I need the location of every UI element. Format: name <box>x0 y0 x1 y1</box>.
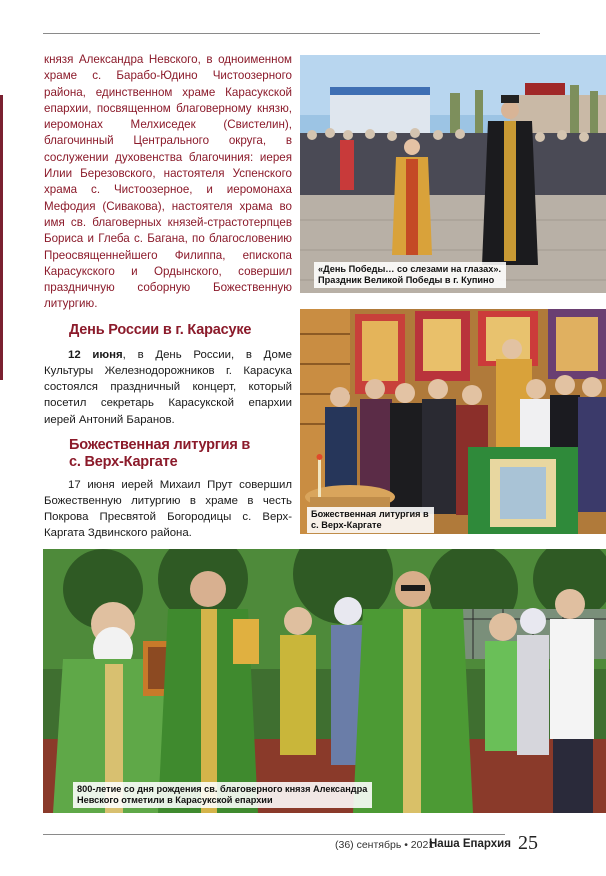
page-number: 25 <box>518 832 538 854</box>
article-text-column <box>44 52 292 542</box>
footer-issue: (36) сентябрь • 2021 <box>335 839 435 851</box>
nevsky-jubilee-image <box>43 549 606 813</box>
caption-victory-day-line2: Праздник Великой Победы в г. Купино <box>318 275 495 285</box>
section-paragraph-liturgy: 17 июня иерей Михаил Прут совершил Божественную литургию в храме в честь Покрова Пресвятой Богородицы с. Верх-Каргата Здвинского района. <box>44 478 292 540</box>
page-edge-strip <box>0 95 3 380</box>
caption-verkh-kargat-line2: с. Верх-Каргате <box>311 520 382 530</box>
photo-victory-day <box>300 55 606 293</box>
caption-verkh-kargat <box>307 507 434 533</box>
photo-verkh-kargat <box>300 309 606 534</box>
section-paragraph-russia-day <box>44 347 292 428</box>
russia-day-text: , в День России, в Доме Культуры Железнодорожников г. Карасука состоялся праздничный концерт, который посетил секретарь Карасукской епархии иерей Антоний Баранов. <box>44 348 292 426</box>
caption-verkh-kargat-line1: Божественная литургия в <box>311 509 429 519</box>
photo-nevsky-jubilee <box>43 549 606 813</box>
caption-nevsky-line2: Невского отметили в Карасукской епархии <box>77 795 273 805</box>
caption-victory-day-line1: «День Победы… со слезами на глазах». <box>318 264 502 274</box>
footer-magazine-title: Наша Епархия <box>429 838 511 850</box>
victory-day-image <box>300 55 606 293</box>
article-intro-paragraph: князя Александра Невского, в одноименном храме с. Барабо-Юдино Чистоозерного района, единственном храме Карасукской епархии, посвященном благоверному князю, иеромонах Мелхиседек (Свистелин), благочинный Центрального округа, в сослужении духовенства благочиния: иерея Илии Березовского, настоятеля Успенского храма с. Чистоозерное, и иеромонаха Мефодия (Сивакова), настоятеля храма во имя св. благоверных князей-страстотерпцев Бориса и Глеба с. Багана, по благословению Преосвященнейшего Филиппа, епископа Карасукского и Ордынского, совершил праздничную соборную Божественную литургию. <box>44 53 292 311</box>
section-heading-russia-day: День России в г. Карасуке <box>69 321 252 338</box>
verkh-kargat-image <box>300 309 606 534</box>
footer-rule <box>43 834 505 835</box>
caption-victory-day <box>314 262 506 288</box>
top-rule <box>43 33 540 34</box>
caption-nevsky-line1: 800-летие со дня рождения св. благоверного князя Александра <box>77 784 368 794</box>
caption-nevsky-jubilee <box>73 782 372 808</box>
section-heading-liturgy-line2: с. Верх-Каргате <box>69 453 178 470</box>
russia-day-date: 12 июня <box>68 348 123 361</box>
section-heading-liturgy-line1: Божественная литургия в <box>69 436 251 453</box>
